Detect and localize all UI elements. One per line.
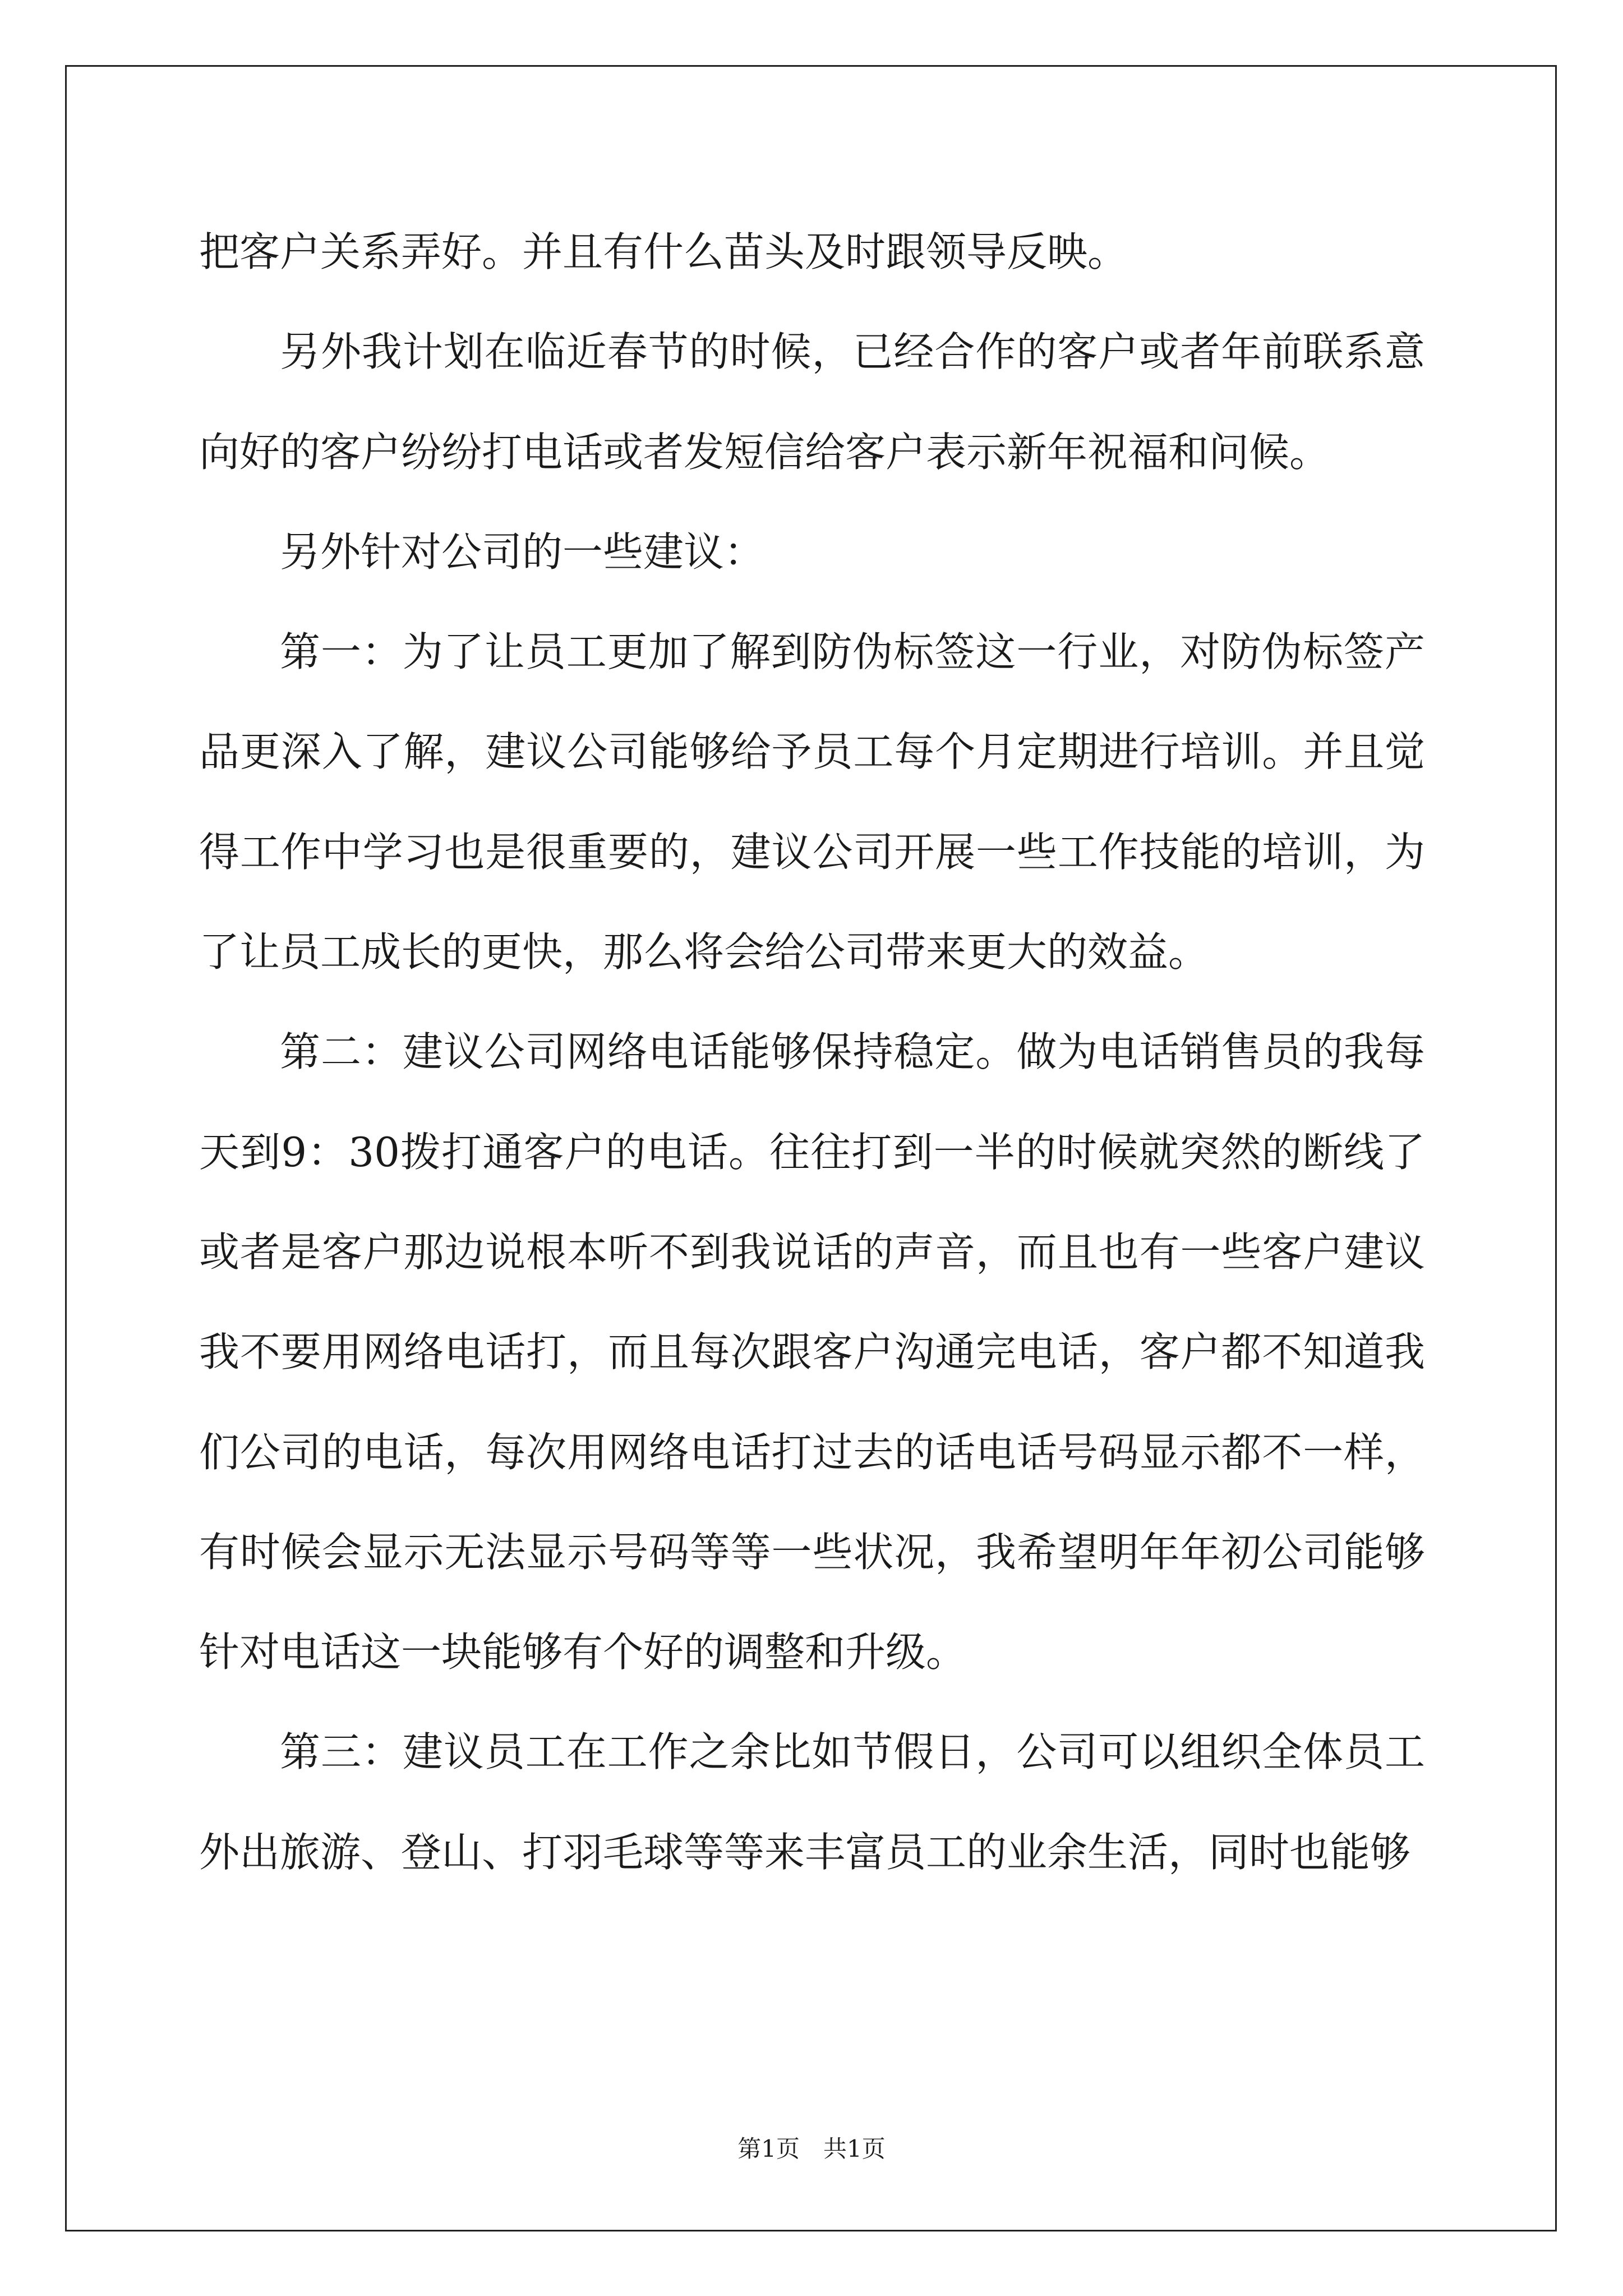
page-number-footer: 第1页 共1页 bbox=[737, 2135, 886, 2162]
document-body bbox=[199, 202, 1425, 1902]
paragraph-1: 把客户关系弄好。并且有什么苗头及时跟领导反映。 bbox=[199, 228, 1128, 275]
paragraph-5: 第二：建议公司网络电话能够保持稳定。做为电话销售员的我每天到9：30拨打通客户的电话。往往打到一半的时候就突然的断线了或者是客户那边说根本听不到我说话的声音，而且也有一些客户建议我不要用网络电话打，而且每次跟客户沟通完电话，客户都不知道我们公司的电话，每次用网络电话打过去的话电话号码显示都不一样，有时候会显示无法显示号码等等一些状况，我希望明年年初公司能够针对电话这一块能够有个好的调整和升级。 bbox=[199, 1028, 1425, 1676]
paragraph-2: 另外我计划在临近春节的时候，已经合作的客户或者年前联系意向好的客户纷纷打电话或者发短信给客户表示新年祝福和问候。 bbox=[199, 328, 1425, 476]
paragraph-4: 第一：为了让员工更加了解到防伪标签这一行业，对防伪标签产品更深入了解，建议公司能够给予员工每个月定期进行培训。并且觉得工作中学习也是很重要的，建议公司开展一些工作技能的培训，为了让员工成长的更快，那么将会给公司带来更大的效益。 bbox=[199, 628, 1425, 976]
paragraph-6: 第三：建议员工在工作之余比如节假日，公司可以组织全体员工外出旅游、登山、打羽毛球等等来丰富员工的业余生活，同时也能够 bbox=[199, 1728, 1425, 1876]
paragraph-3: 另外针对公司的一些建议： bbox=[280, 528, 765, 576]
